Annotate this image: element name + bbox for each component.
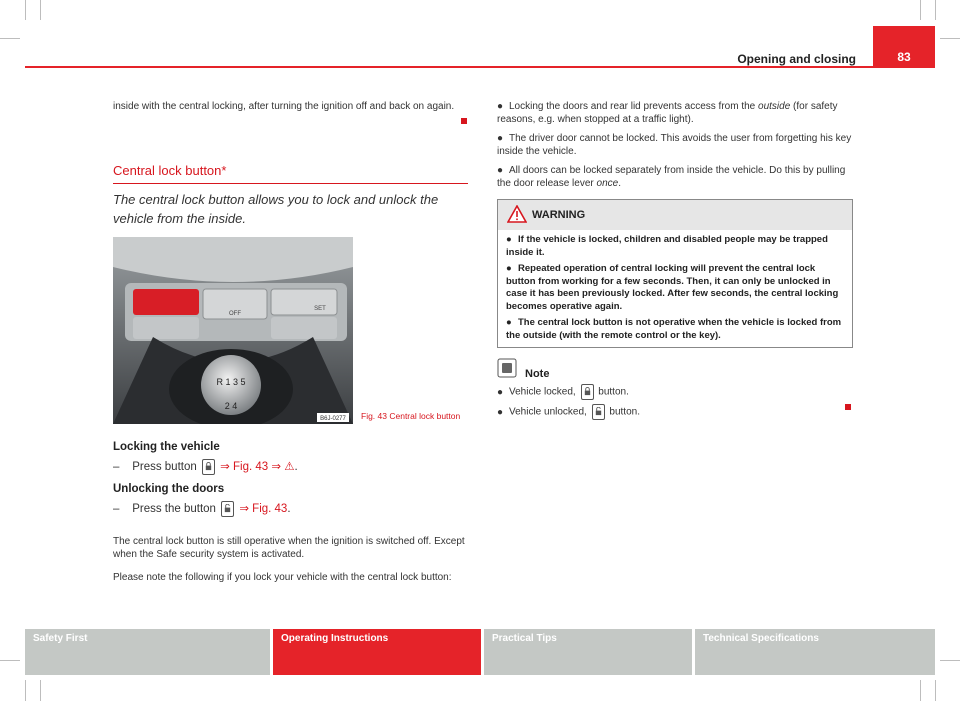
notes-paragraphs <box>113 535 468 584</box>
section-intro: The central lock button allows you to lock and unlock the vehicle from the inside. <box>113 192 439 226</box>
console-illustration <box>113 237 353 424</box>
intro-paragraph: inside with the central locking, after turning the ignition off and back on again. <box>113 101 455 112</box>
running-header-title: Opening and closing <box>737 52 856 66</box>
procedure-block <box>113 439 468 517</box>
crop-mark <box>935 680 936 701</box>
end-marker <box>461 118 467 124</box>
warning-item: ● The central lock button is not operative when the vehicle is locked from the outside (with the remote control or the key). <box>506 317 842 341</box>
locking-heading: Locking the vehicle <box>113 441 220 453</box>
right-bullets <box>497 100 852 190</box>
locking-fig-ref[interactable]: ⇒ Fig. 43 ⇒ <box>220 461 281 474</box>
section-heading-block <box>113 164 468 228</box>
locking-step: – Press button ⇒ Fig. 43 ⇒ ⚠. <box>113 459 468 475</box>
warning-body <box>498 230 852 346</box>
unlock-button-icon <box>592 404 605 420</box>
crop-mark <box>935 0 936 20</box>
svg-text:SET: SET <box>314 306 326 312</box>
end-marker <box>845 404 851 410</box>
lock-button-icon <box>581 384 594 400</box>
footer-tab-safety-first[interactable]: Safety First <box>25 629 270 675</box>
crop-mark <box>920 0 921 20</box>
crop-mark <box>0 38 20 39</box>
note-item: ● Vehicle unlocked, button. <box>497 404 852 420</box>
note-block <box>497 358 852 420</box>
unlocking-heading: Unlocking the doors <box>113 483 225 496</box>
paragraph-2: Please note the following if you lock your vehicle with the central lock button: <box>113 572 452 583</box>
footer-tab-operating-instructions[interactable]: Operating Instructions <box>273 629 481 675</box>
warning-title: WARNING <box>532 209 586 221</box>
footer-tab-technical-specifications[interactable]: Technical Specifications <box>695 629 935 675</box>
svg-text:B6J-0277: B6J-0277 <box>320 416 346 422</box>
unlocking-fig-ref[interactable]: ⇒ Fig. 43 <box>239 503 288 516</box>
note-header <box>497 358 852 380</box>
crop-mark <box>25 680 26 701</box>
svg-text:OFF: OFF <box>229 311 241 317</box>
warning-triangle-icon <box>507 205 527 223</box>
svg-text:2 4: 2 4 <box>224 401 238 411</box>
warning-box <box>497 199 853 348</box>
page-number: 83 <box>897 50 911 64</box>
note-title: Note <box>525 368 550 380</box>
unlocking-step: – Press the button ⇒ Fig. 43. <box>113 501 468 517</box>
bullet-item: ● The driver door cannot be locked. This avoids the user from forgetting his key inside the vehicle. <box>497 133 852 157</box>
warning-header <box>498 200 852 230</box>
crop-mark <box>0 660 20 661</box>
footer-tab-practical-tips[interactable]: Practical Tips <box>484 629 692 675</box>
svg-text:R 1 3 5: R 1 3 5 <box>216 377 246 387</box>
note-item: ● Vehicle locked, button. <box>497 384 852 400</box>
crop-mark <box>25 0 26 20</box>
figure-central-lock <box>113 237 353 424</box>
unlocking-step-text: Press the button <box>132 503 216 516</box>
note-icon <box>497 358 517 378</box>
header-rule <box>25 66 935 68</box>
section-rule <box>113 183 468 184</box>
crop-mark <box>40 0 41 20</box>
bullet-item: ● Locking the doors and rear lid prevents access from the outside (for safety reasons, e.g. when stopped at a traffic light). <box>497 101 838 125</box>
crop-mark <box>920 680 921 701</box>
crop-mark <box>40 680 41 701</box>
lock-button-icon <box>202 459 215 475</box>
paragraph-1: The central lock button is still operative when the ignition is switched off. Except when the Safe security system is activated. <box>113 536 465 560</box>
section-title: Central lock button* <box>113 163 227 178</box>
crop-mark <box>940 660 960 661</box>
locking-step-text: Press button <box>132 461 197 474</box>
left-column <box>113 100 468 113</box>
unlock-button-icon <box>221 501 234 517</box>
warning-item: ● If the vehicle is locked, children and disabled people may be trapped inside it. <box>506 234 828 258</box>
warning-item: ● Repeated operation of central locking will prevent the central lock button from working for a few seconds. Then, it can only be unlocked in case it has been previously locked. After few seconds, the central locking becomes operative again. <box>506 263 839 312</box>
crop-mark <box>940 38 960 39</box>
warning-ref-icon[interactable]: ⚠ <box>284 461 295 474</box>
figure-caption: Fig. 43 Central lock button <box>361 411 461 421</box>
bullet-item: ● All doors can be locked separately from inside the vehicle. Do this by pulling the door release lever once. <box>497 165 846 189</box>
